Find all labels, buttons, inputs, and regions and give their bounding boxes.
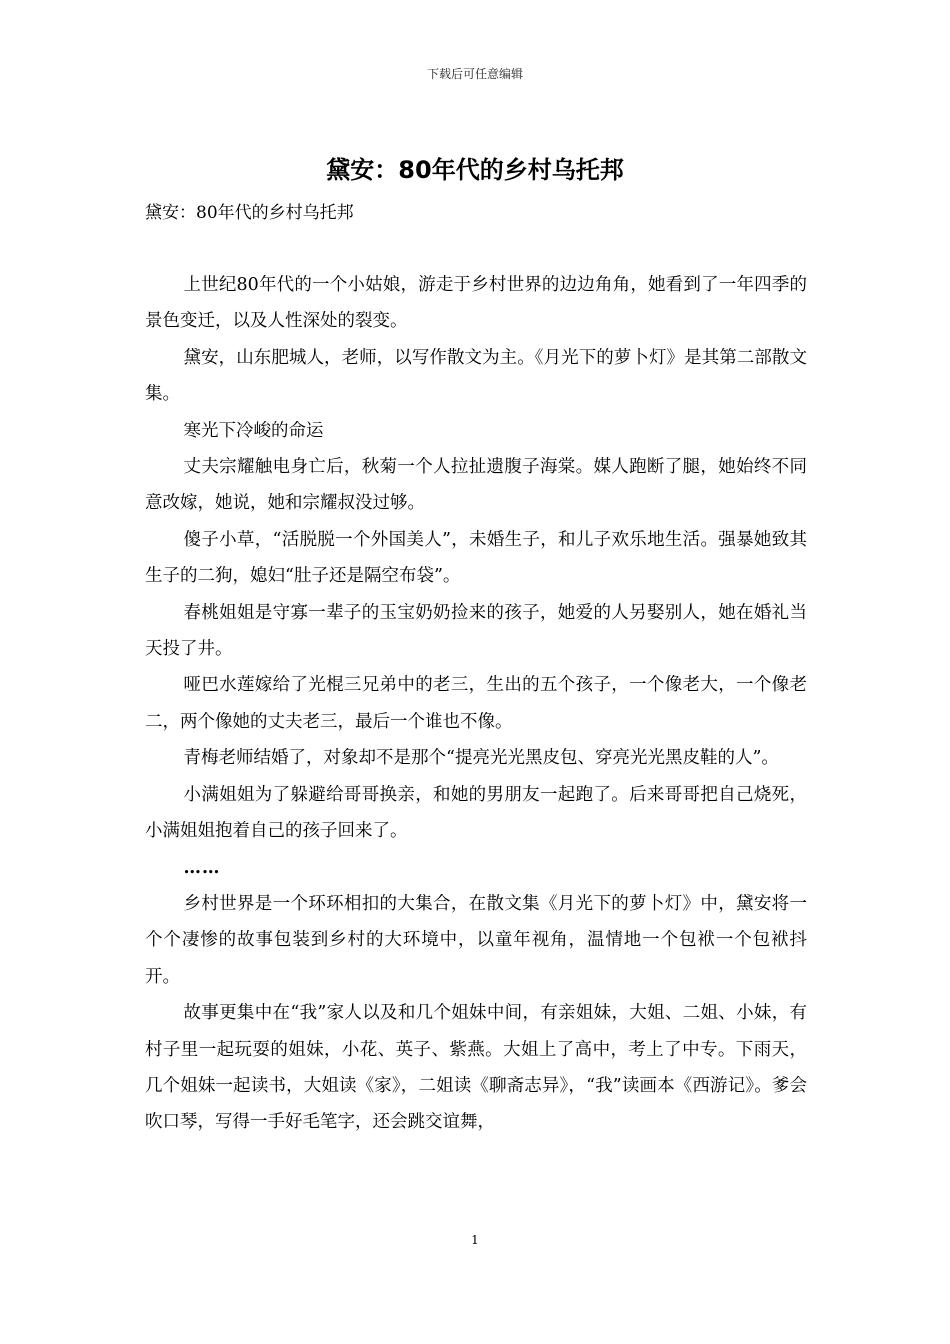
paragraph: 黛安，山东肥城人，老师，以写作散文为主。《月光下的萝卜灯》是其第二部散文集。 xyxy=(145,347,807,405)
page-number: 1 xyxy=(471,1233,479,1247)
document-subtitle: 黛安：80年代的乡村乌托邦 xyxy=(145,203,354,223)
document-title: 黛安：80年代的乡村乌托邦 xyxy=(326,156,624,184)
paragraph: 上世纪80年代的一个小姑娘，游走于乡村世界的边边角角，她看到了一年四季的景色变迁，以及人性深处的裂变。 xyxy=(145,275,807,332)
paragraph: 丈夫宗耀触电身亡后，秋菊一个人拉扯遗腹子海棠。媒人跑断了腿，她始终不同意改嫁，她说，她和宗耀叔没过够。 xyxy=(145,457,807,514)
document-body xyxy=(145,267,807,1141)
page-header: 下载后可任意编辑 xyxy=(426,67,523,81)
section-heading: 寒光下冷峻的命运 xyxy=(183,420,324,441)
paragraph: 傻子小草，“活脱脱一个外国美人”，未婚生子，和儿子欢乐地生活。强暴她致其生子的二狗，媳妇“肚子还是隔空布袋”。 xyxy=(145,529,807,587)
paragraph: 哑巴水莲嫁给了光棍三兄弟中的老三，生出的五个孩子，一个像老大，一个像老二，两个像她的丈夫老三，最后一个谁也不像。 xyxy=(145,675,807,732)
paragraph: 乡村世界是一个环环相扣的大集合，在散文集《月光下的萝卜灯》中，黛安将一个个凄惨的故事包装到乡村的大环境中，以童年视角，温情地一个包袱一个包袱抖开。 xyxy=(145,893,807,987)
paragraph: 故事更集中在“我”家人以及和几个姐妹中间，有亲姐妹，大姐、二姐、小妹，有村子里一起玩耍的姐妹，小花、英子、紫燕。大姐上了高中，考上了中专。下雨天，几个姐妹一起读书，大姐读《家》，二姐读《聊斋志异》，“我”读画本《西游记》。爹会吹口琴，写得一手好毛笔字，还会跳交谊舞， xyxy=(145,1003,807,1133)
paragraph: 青梅老师结婚了，对象却不是那个“提亮光光黑皮包、穿亮光光黑皮鞋的人”。 xyxy=(183,748,779,769)
paragraph: 春桃姐姐是守寡一辈子的玉宝奶奶捡来的孩子，她爱的人另娶别人，她在婚礼当天投了井。 xyxy=(145,602,807,660)
paragraph: 小满姐姐为了躲避给哥哥换亲，和她的男朋友一起跑了。后来哥哥把自己烧死，小满姐姐抱着自己的孩子回来了。 xyxy=(145,784,807,842)
ellipsis-separator: …… xyxy=(183,857,221,878)
